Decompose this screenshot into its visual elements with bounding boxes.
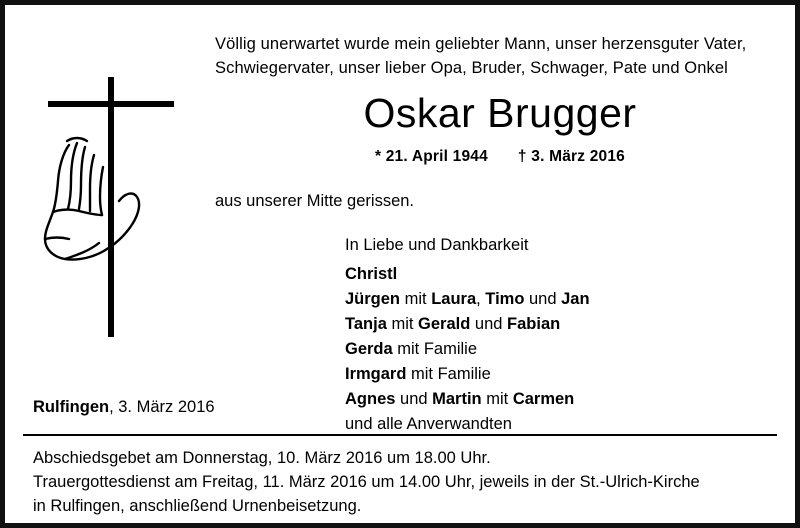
family-line xyxy=(345,337,785,362)
service-line: in Rulfingen, anschließend Urnenbeisetzung. xyxy=(33,497,362,516)
family-connector: und alle Anverwandten xyxy=(345,415,512,434)
family-member-name: Gerald xyxy=(418,315,471,334)
place-date-line xyxy=(33,398,215,417)
service-details xyxy=(33,446,773,518)
family-line xyxy=(345,387,785,412)
life-dates xyxy=(215,148,785,166)
torn-line: aus unserer Mitte gerissen. xyxy=(215,191,415,210)
divider xyxy=(23,434,777,436)
intro-text: Völlig unerwartet wurde mein geliebter Mann, unser herzensguter Vater, Schwiegervater, unser lieber Opa, Bruder, Schwager, Pate und Onkel xyxy=(215,35,747,77)
family-connector: mit xyxy=(400,290,432,309)
place-name: Rulfingen xyxy=(33,398,110,416)
family-member-name: Jan xyxy=(561,290,590,309)
family-heading: In Liebe und Dankbarkeit xyxy=(345,235,529,254)
service-line: Trauergottesdienst am Freitag, 11. März 2016 um 14.00 Uhr, jeweils in der St.-Ulrich-Kirche xyxy=(33,473,700,492)
symbol-column xyxy=(5,5,205,425)
family-connector: und xyxy=(470,315,508,334)
family-line xyxy=(345,262,785,287)
family-member-name: Tanja xyxy=(345,315,387,334)
family-connector: und xyxy=(524,290,562,309)
family-connector: mit xyxy=(481,390,513,409)
family-connector: , xyxy=(476,290,486,309)
family-line xyxy=(345,312,785,337)
praying-hands-icon xyxy=(33,133,153,265)
family-member-name: Irmgard xyxy=(345,365,407,384)
family-member-name: Carmen xyxy=(512,390,575,409)
family-member-name: Jürgen xyxy=(345,290,401,309)
family-member-name: Christl xyxy=(345,265,398,284)
family-line xyxy=(345,362,785,387)
place-date: , 3. März 2016 xyxy=(109,398,215,416)
family-member-name: Gerda xyxy=(345,340,393,359)
cross-icon-crossbar xyxy=(48,101,174,107)
family-member-name: Martin xyxy=(432,390,482,409)
family-member-name: Agnes xyxy=(345,390,396,409)
family-member-name: Fabian xyxy=(507,315,561,334)
family-connector: mit xyxy=(386,315,419,334)
service-line: Abschiedsgebet am Donnerstag, 10. März 2016 um 18.00 Uhr. xyxy=(33,449,491,467)
family-member-name: Laura xyxy=(431,290,477,309)
deceased-name: Oskar Brugger xyxy=(363,89,637,136)
family-line xyxy=(345,287,785,312)
birth-date: * 21. April 1944 xyxy=(375,147,488,165)
family-member-name: Timo xyxy=(485,290,525,309)
family-connector: mit Familie xyxy=(406,365,491,384)
family-connector: mit Familie xyxy=(392,340,478,359)
obituary-text xyxy=(215,33,785,438)
family-connector: und xyxy=(395,390,433,409)
death-date: † 3. März 2016 xyxy=(517,147,625,165)
family-names xyxy=(345,262,785,438)
family-list xyxy=(345,233,785,438)
